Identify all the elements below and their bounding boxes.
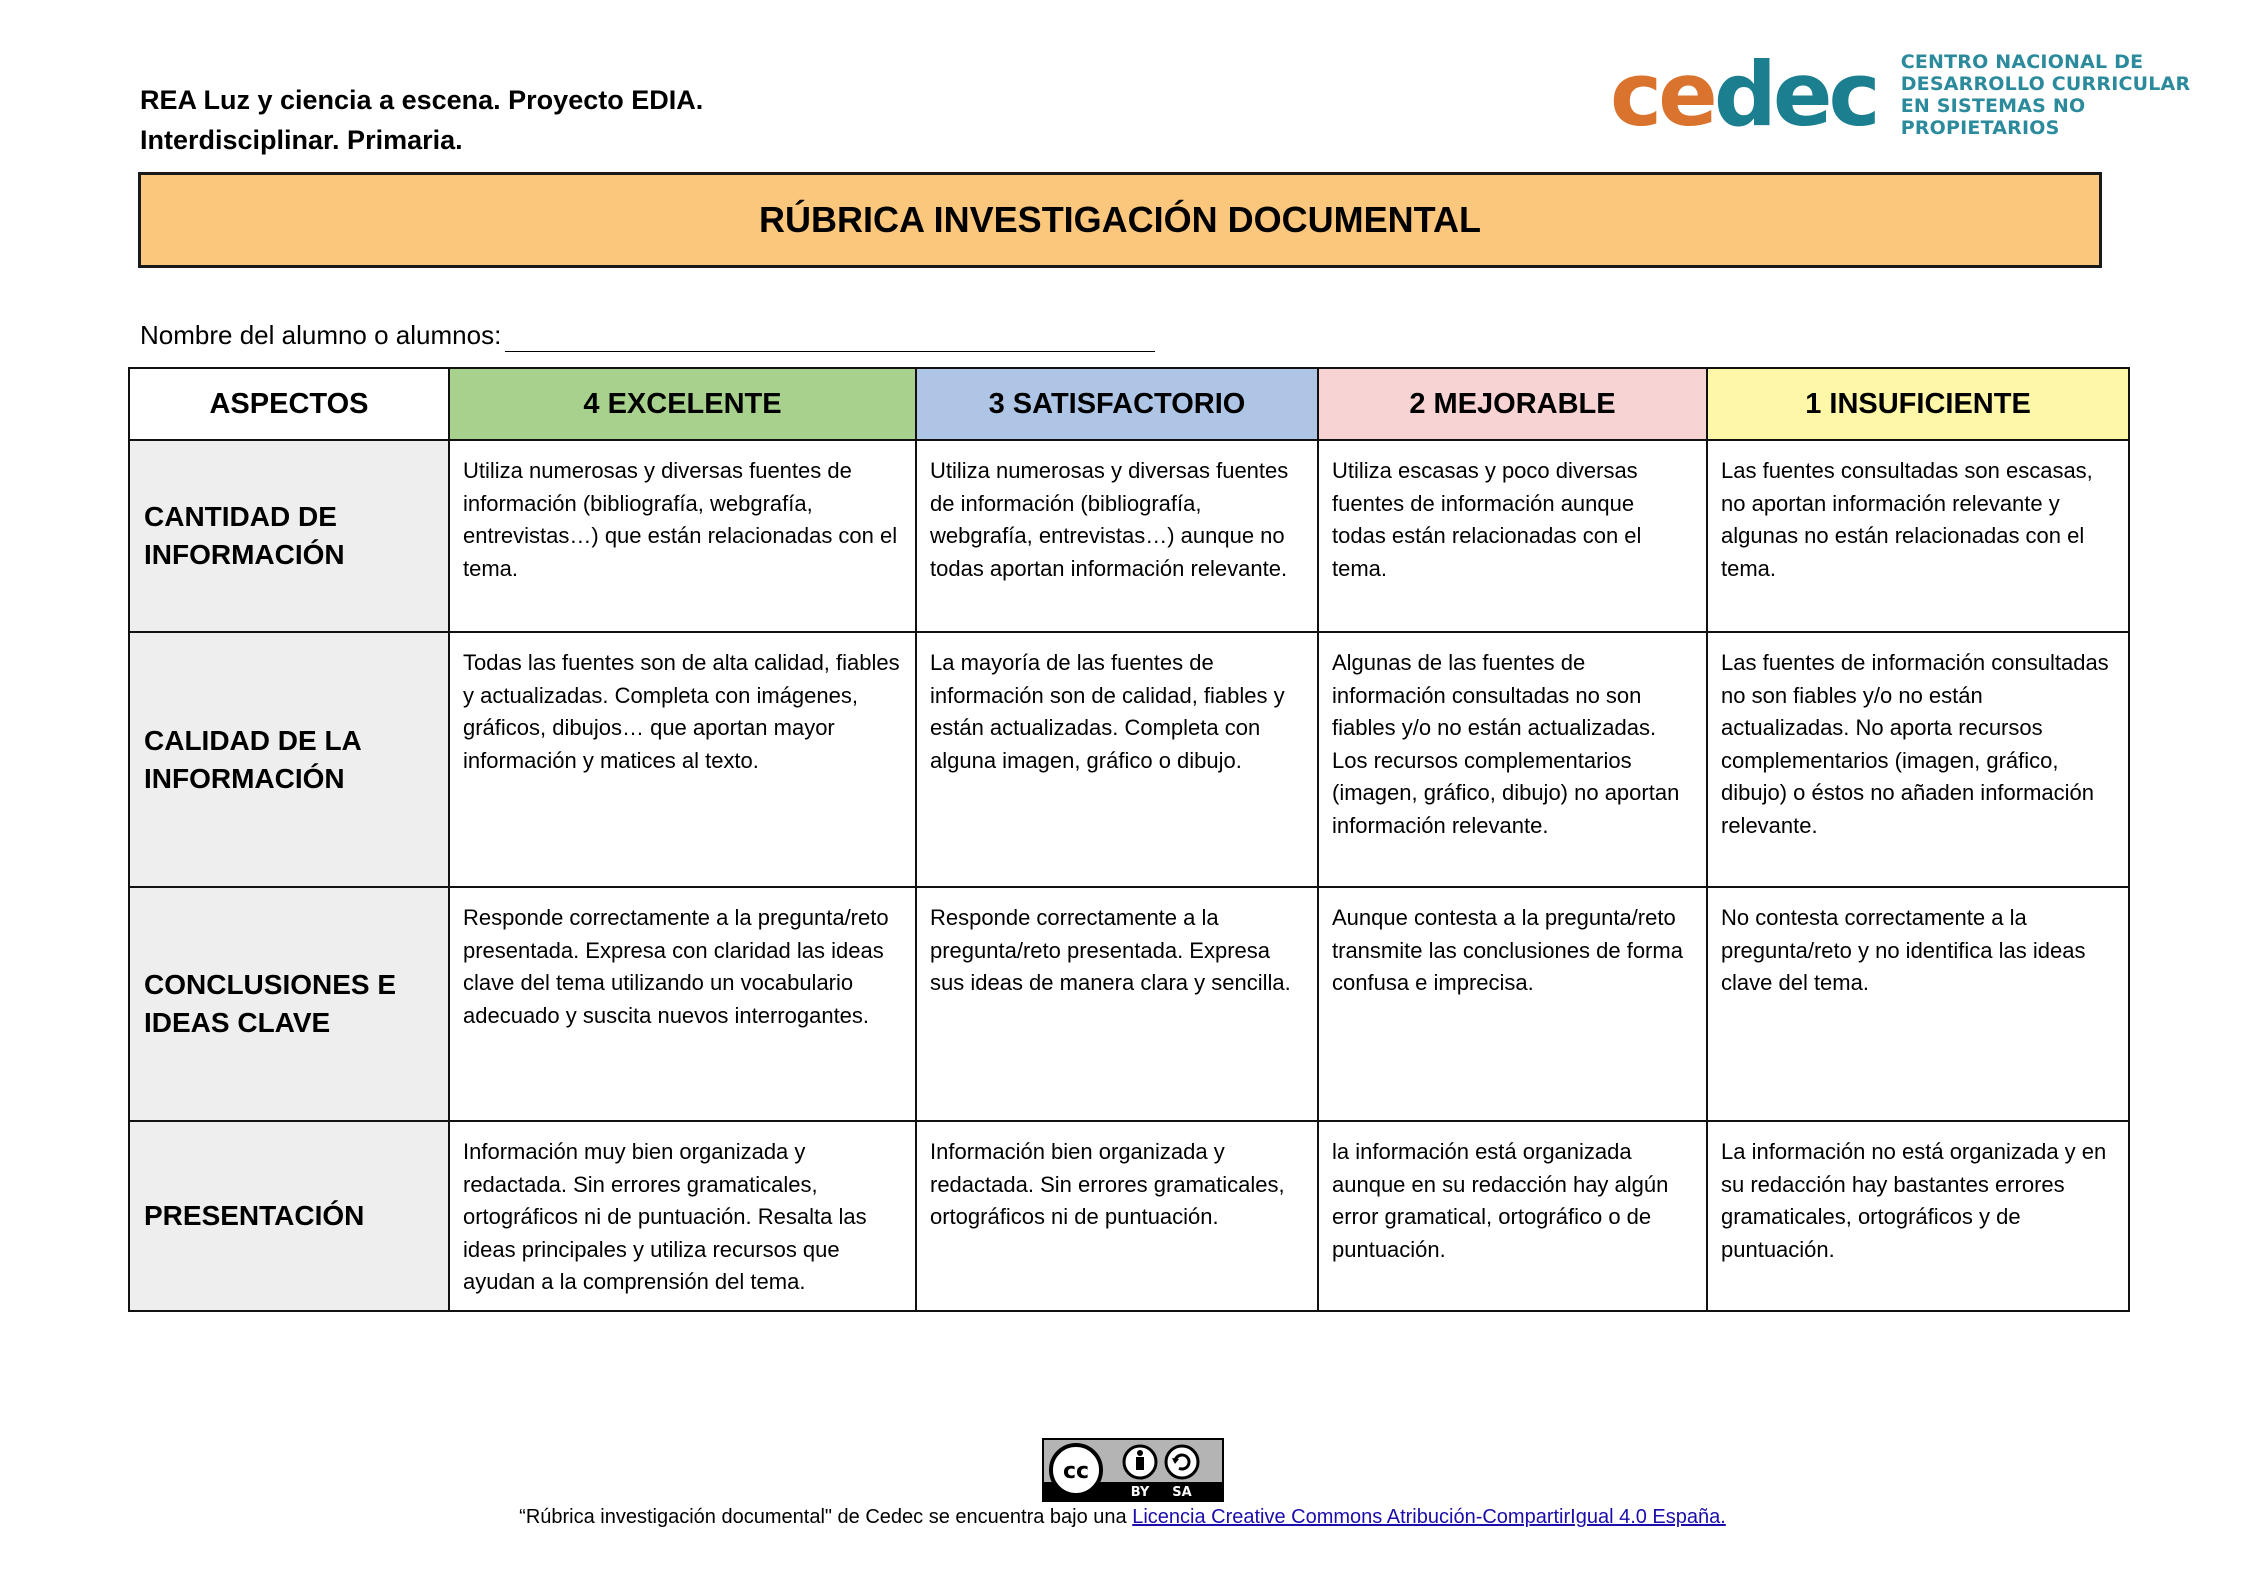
table-row (129, 1121, 2129, 1311)
cc-by-sa-badge (1042, 1438, 1224, 1502)
cedec-logo-word: cedec (1610, 43, 1877, 146)
sa-label: SA (1172, 1485, 1192, 1500)
page-title: RÚBRICA INVESTIGACIÓN DOCUMENTAL (138, 172, 2102, 268)
table-row (129, 440, 2129, 632)
rubric-cell: Responde correctamente a la pregunta/reto presentada. Expresa sus ideas de manera clara y sencilla. (916, 887, 1318, 1121)
aspect-cell: PRESENTACIÓN (129, 1121, 449, 1311)
sa-icon (1166, 1446, 1198, 1478)
rubric-cell: La información no está organizada y en su redacción hay bastantes errores gramaticales, ortográficos y de puntuación. (1707, 1121, 2129, 1311)
aspect-cell: CALIDAD DE LA INFORMACIÓN (129, 632, 449, 887)
license-text: “Rúbrica investigación documental" de Cedec se encuentra bajo una (519, 1506, 1133, 1528)
aspect-cell: CANTIDAD DE INFORMACIÓN (129, 440, 449, 632)
by-label: BY (1130, 1485, 1150, 1500)
rubric-cell: No contesta correctamente a la pregunta/reto y no identifica las ideas clave del tema. (1707, 887, 2129, 1121)
aspect-cell: CONCLUSIONES E IDEAS CLAVE (129, 887, 449, 1121)
rubric-table (128, 367, 2130, 1312)
rubric-cell: Las fuentes consultadas son escasas, no aportan información relevante y algunas no están relacionadas con el tema. (1707, 440, 2129, 632)
student-name-field (140, 318, 1155, 352)
cc-badge-graphic (1044, 1440, 1222, 1500)
rubric-cell: Todas las fuentes son de alta calidad, fiables y actualizadas. Completa con imágenes, gráficos, dibujos… que aportan mayor información y matices al texto. (449, 632, 916, 887)
header-insuficiente: 1 INSUFICIENTE (1707, 368, 2129, 440)
rubric-cell: Información bien organizada y redactada. Sin errores gramaticales, ortográficos ni de puntuación. (916, 1121, 1318, 1311)
header-line-1: REA Luz y ciencia a escena. Proyecto EDIA. (140, 85, 704, 115)
table-row (129, 632, 2129, 887)
rubric-cell: la información está organizada aunque en su redacción hay algún error gramatical, ortográfico o de puntuación. (1318, 1121, 1707, 1311)
rubric-cell: Utiliza numerosas y diversas fuentes de información (bibliografía, webgrafía, entrevistas…) que están relacionadas con el tema. (449, 440, 916, 632)
table-row (129, 887, 2129, 1121)
rubric-cell: La mayoría de las fuentes de información son de calidad, fiables y están actualizadas. Completa con alguna imagen, gráfico o dibujo. (916, 632, 1318, 887)
rubric-cell: Las fuentes de información consultadas no son fiables y/o no están actualizadas. No aporta recursos complementarios (imagen, gráfico, dibujo) o éstos no añaden información relevante. (1707, 632, 2129, 887)
rubric-header-row (129, 368, 2129, 440)
document-header (140, 80, 703, 160)
cc-icon-text: cc (1062, 1459, 1090, 1484)
rubric-cell: Utiliza numerosas y diversas fuentes de información (bibliografía, webgrafía, entrevistas…) aunque no todas aportan información relevante. (916, 440, 1318, 632)
student-name-blank-line (505, 323, 1155, 352)
cedec-logo (1610, 43, 2245, 146)
header-line-2: Interdisciplinar. Primaria. (140, 125, 463, 155)
header-mejorable: 2 MEJORABLE (1318, 368, 1707, 440)
license-footer (0, 1506, 2245, 1529)
rubric-cell: Algunas de las fuentes de información consultadas no son fiables y/o no están actualizadas. Los recursos complementarios (imagen, gráfico, dibujo) no aportan información relevante. (1318, 632, 1707, 887)
rubric-cell: Información muy bien organizada y redactada. Sin errores gramaticales, ortográficos ni de puntuación. Resalta las ideas principales y utiliza recursos que ayudan a la comprensión del tema. (449, 1121, 916, 1311)
cedec-logo-subtitle: CENTRO NACIONAL DE DESARROLLO CURRICULAR EN SISTEMAS NO PROPIETARIOS (1900, 51, 2191, 139)
header-excelente: 4 EXCELENTE (449, 368, 916, 440)
student-name-label: Nombre del alumno o alumnos: (140, 320, 502, 350)
header-aspectos: ASPECTOS (129, 368, 449, 440)
rubric-cell: Utiliza escasas y poco diversas fuentes de información aunque todas están relacionadas con el tema. (1318, 440, 1707, 632)
rubric-cell: Aunque contesta a la pregunta/reto transmite las conclusiones de forma confusa e imprecisa. (1318, 887, 1707, 1121)
license-link[interactable]: Licencia Creative Commons Atribución-CompartirIgual 4.0 España. (1132, 1506, 1726, 1528)
rubric-cell: Responde correctamente a la pregunta/reto presentada. Expresa con claridad las ideas clave del tema utilizando un vocabulario adecuado y suscita nuevos interrogantes. (449, 887, 916, 1121)
header-satisfactorio: 3 SATISFACTORIO (916, 368, 1318, 440)
